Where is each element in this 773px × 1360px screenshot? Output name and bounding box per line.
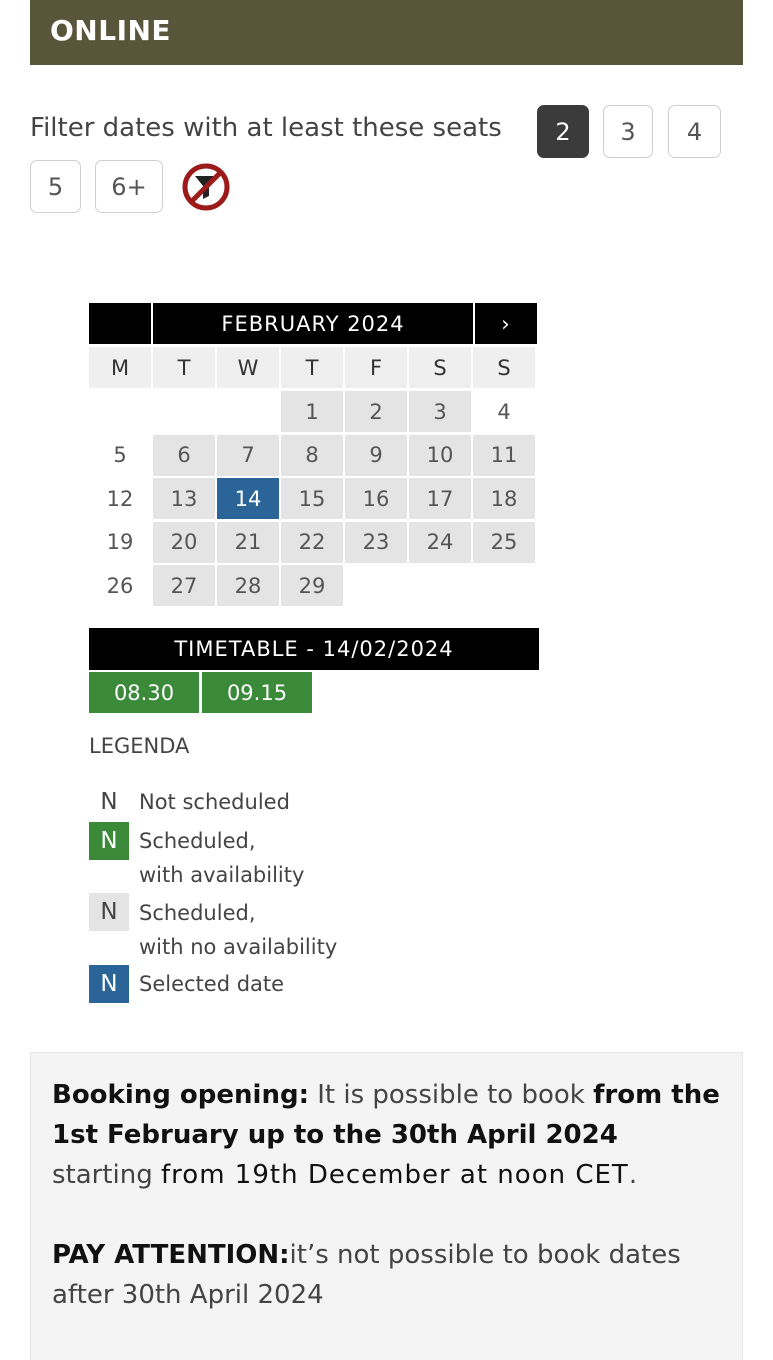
calendar-day: 13	[153, 478, 215, 519]
timetable-title: TIMETABLE - 14/02/2024	[89, 628, 539, 670]
calendar-day: 16	[345, 478, 407, 519]
online-header	[30, 0, 743, 65]
calendar-day: 5	[89, 435, 151, 476]
weekday-header: F	[345, 347, 407, 388]
booking-opening-label: Booking opening:	[52, 1080, 309, 1110]
booking-opening-text	[52, 1075, 732, 1195]
calendar-day: 19	[89, 522, 151, 563]
calendar-day: 7	[217, 435, 279, 476]
calendar-day: 25	[473, 522, 535, 563]
booking-opening-body: It is possible to book	[308, 1080, 594, 1110]
calendar-day: 21	[217, 522, 279, 563]
calendar-day: 22	[281, 522, 343, 563]
calendar-day: 2	[345, 391, 407, 432]
calendar-day: 6	[153, 435, 215, 476]
weekday-header: S	[473, 347, 535, 388]
pay-attention-text	[52, 1235, 732, 1315]
weekday-header: W	[217, 347, 279, 388]
booking-start-prefix: starting	[52, 1160, 162, 1190]
calendar-day: 12	[89, 478, 151, 519]
calendar-day: 10	[409, 435, 471, 476]
legend-swatch-selected: N	[89, 965, 129, 1003]
calendar-day: 3	[409, 391, 471, 432]
calendar-day: 4	[473, 391, 535, 432]
weekday-header: T	[281, 347, 343, 388]
calendar-day: 27	[153, 565, 215, 606]
calendar-day: 18	[473, 478, 535, 519]
booking-range-text: from the 1st February up to the 30th April 2024	[52, 1080, 720, 1150]
time-slot-button[interactable]: 09.15	[202, 672, 312, 713]
seat-filter-6plus-button[interactable]: 6+	[95, 160, 163, 213]
legend-label: Not scheduled	[139, 790, 290, 814]
calendar-day: 8	[281, 435, 343, 476]
seat-filter-2-button[interactable]: 2	[537, 105, 589, 158]
calendar-day: 15	[281, 478, 343, 519]
header-title: ONLINE	[50, 14, 172, 47]
pay-attention-label: PAY ATTENTION:	[52, 1240, 290, 1270]
legend-label: Scheduled,	[139, 829, 256, 853]
legend-label: Scheduled,	[139, 901, 256, 925]
booking-period: .	[628, 1160, 638, 1190]
calendar-day: 20	[153, 522, 215, 563]
legend-label: Selected date	[139, 972, 285, 996]
calendar-day: 28	[217, 565, 279, 606]
calendar-day: 17	[409, 478, 471, 519]
seat-filter-label: Filter dates with at least these seats	[30, 113, 502, 143]
seat-filter-4-button[interactable]: 4	[668, 105, 721, 158]
legend-swatch-not-scheduled: N	[89, 783, 129, 821]
calendar-day: 11	[473, 435, 535, 476]
calendar-prev-empty	[89, 303, 151, 344]
legend-title: LEGENDA	[89, 734, 190, 758]
time-slot-button[interactable]: 08.30	[89, 672, 199, 713]
calendar-day: 9	[345, 435, 407, 476]
calendar-next-button[interactable]: ›	[475, 303, 537, 344]
calendar-day-selected[interactable]: 14	[217, 478, 279, 519]
legend-label-line2: with no availability	[139, 935, 338, 959]
weekday-header: T	[153, 347, 215, 388]
calendar-day: 26	[89, 565, 151, 606]
calendar-day: 23	[345, 522, 407, 563]
weekday-header: M	[89, 347, 151, 388]
legend-swatch-available: N	[89, 822, 129, 860]
seat-filter-5-button[interactable]: 5	[30, 160, 81, 213]
pay-attention-body: it’s not possible to book dates after 30th April 2024	[52, 1240, 681, 1310]
legend-label-line2: with availability	[139, 863, 305, 887]
weekday-header: S	[409, 347, 471, 388]
booking-start-date: from 19th December at noon CET	[161, 1160, 629, 1190]
legend-swatch-unavailable: N	[89, 893, 129, 931]
calendar-day: 24	[409, 522, 471, 563]
calendar-day: 1	[281, 391, 343, 432]
calendar-month-label: FEBRUARY 2024	[153, 303, 473, 344]
booking-info-box	[30, 1052, 743, 1360]
no-filter-icon[interactable]	[181, 162, 231, 212]
calendar-day: 29	[281, 565, 343, 606]
seat-filter-3-button[interactable]: 3	[603, 105, 653, 158]
